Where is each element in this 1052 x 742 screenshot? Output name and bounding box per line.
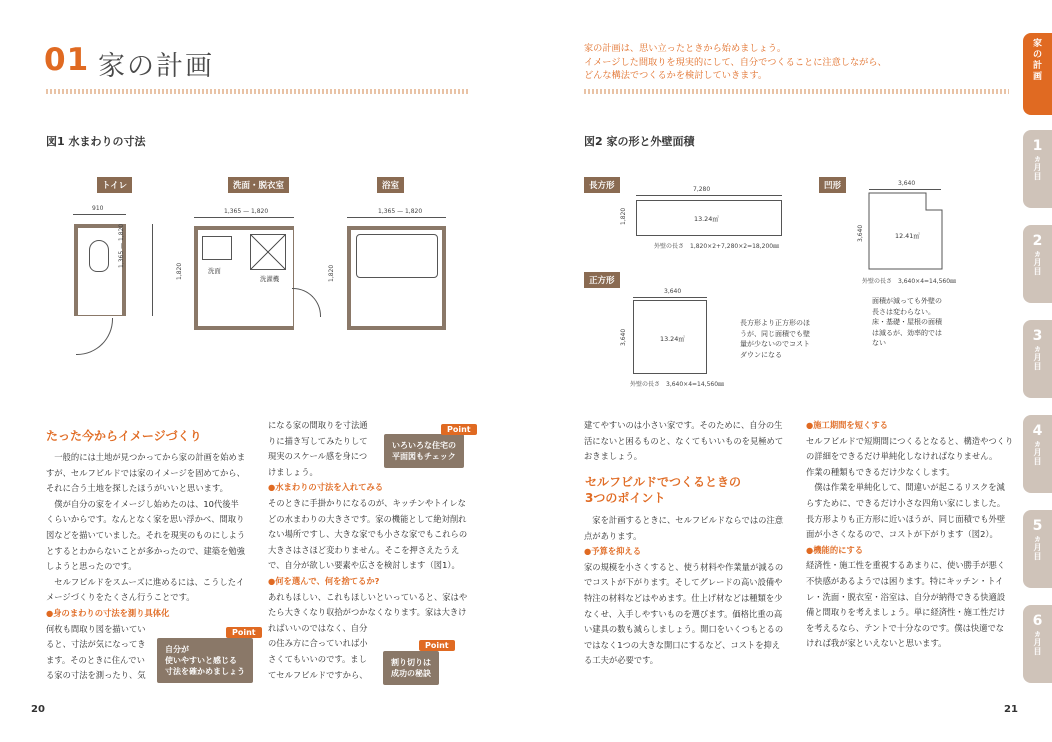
bath-width-dim: 1,365 — 1,820 <box>378 208 423 215</box>
point-label: Point <box>441 424 477 435</box>
column-4: ●施工期間を短くする セルフビルドで短期間につくるとなると、構造やつくり の詳細をできるだけ単純化しなければなりません。 作業の種類もできるだけ少なくします。 僕は作業を単純化して、間違いが起こるリスクを減 らすために、できるだけ小さな四角い家にしました。 長方形よりも正方形に近いほうが、同じ面積でも外壁 面が小さくなるので、コストが下がります（図2）。 ●機能的にする 経済性・施工性を重視するあまりに、使い勝手が悪く 不快感があるようでは困ります。特にキッチン・トイ レ・洗面・脱衣室・浴室は、自分が納得できる快適設 備と間取りを考えましょう。単に経済性・施工性だけ を考えるなら、テントで十分なのです。僕は快適でな ければ我が家といえないと思います。 <box>806 420 1014 649</box>
column-3: 家を計画するときに、セルフビルドならではの注意 点があります。 ●予算を抑える 家の規模を小さくすると、使う材料や作業量が減るの でコストが下がります。そしてグレードの高い設備や 特注の材料などはやめます。仕上げ材などは種類を少 なくせ、入手しやすいものを選びます。価格比重の高 い建具の数も減らしましょう。開口をいくつもとるの ではなく1つの大きな開口にするなど、コストを抑え る工夫が必要です。 <box>584 515 784 666</box>
rect-tag: 長方形 <box>584 177 620 193</box>
washer-fixture <box>250 234 286 270</box>
dim-line <box>152 224 153 316</box>
fig2-title: 図2 家の形と外壁面積 <box>584 135 695 148</box>
section-heading-points: セルフビルドでつくるときの 3つのポイント <box>585 475 742 505</box>
wash-tag: 洗面・脱衣室 <box>228 177 289 193</box>
point-label: Point <box>419 640 455 651</box>
rect-width-dim: 7,280 <box>693 186 711 193</box>
tab-month-4[interactable]: 4 ヵ月目 <box>1023 415 1052 493</box>
wash-door-swing <box>292 288 321 317</box>
l-note: 面積が減っても外壁の 長さは変わらない。 床・基礎・屋根の面積 は減るが、効率的では ない <box>872 297 942 347</box>
point-label: Point <box>226 627 262 638</box>
toilet-tag: トイレ <box>97 177 132 193</box>
intro-divider <box>584 89 1009 94</box>
tab-month-5[interactable]: 5 ヵ月目 <box>1023 510 1052 588</box>
page-number-left: 20 <box>31 704 45 715</box>
column-1: 一般的には土地が見つかってから家の計画を始めま すが、セルフビルドでは家のイメージを固めてから、 それに合う土地を探したほうがいいと思います。 僕が自分の家をイメージし始めたのは、10代後半 くらいからです。なんとなく家を思い浮かべ、間取り 図などを描いていました。それを現実のものにしよう とするとわからないことが多かったので、建築を勉強 しようと思ったのです。 セルフビルドをスムーズに進めるには、こうしたイ メージづくりをたくさん行うことです。 ●身のまわりの寸法を測り具体化 何枚も間取り図を描いてい ると、寸法が気になってき ます。そのときに住んでい る家の寸法を測ったり、気 <box>46 452 246 681</box>
bath-tag: 浴室 <box>377 177 404 193</box>
rect-perimeter: 外壁の長さ 1,820×2+7,280×2=18,200㎜ <box>654 243 780 250</box>
toilet-door-swing <box>76 318 113 355</box>
intro-text: 家の計画は、思い立ったときから始めましょう。 イメージした間取りを現実的にして、自分でつくることに注意しながら、 どんな構法でつくるかを検討していきます。 <box>584 43 887 81</box>
toilet-width-dim: 910 <box>92 205 104 212</box>
page-number-right: 21 <box>1004 704 1018 715</box>
l-height-dim: 3,640 <box>857 224 864 242</box>
point-box-floorplans: いろいろな住宅の 平面図もチェック <box>384 434 464 468</box>
tab-month-6[interactable]: 6 ヵ月目 <box>1023 605 1052 683</box>
rect-height-dim: 1,820 <box>620 207 627 225</box>
square-tag: 正方形 <box>584 272 620 288</box>
point-box-decisiveness: 割り切りは 成功の秘訣 <box>383 651 439 685</box>
dim-line <box>636 195 782 196</box>
tab-month-2[interactable]: 2 ヵ月目 <box>1023 225 1052 303</box>
chapter-number: 01 <box>44 42 90 78</box>
wash-width-dim: 1,365 — 1,820 <box>224 208 269 215</box>
rect-area: 13.24㎡ <box>694 215 719 223</box>
sink-label: 洗面 <box>208 267 221 275</box>
square-height-dim: 3,640 <box>620 328 627 346</box>
dim-line <box>194 217 294 218</box>
column-3-top: 建てやすいのは小さい家です。そのために、自分の生 活にないと困るものと、なくてもいいものを見極めて おきましょう。 <box>584 420 784 462</box>
fig1-title: 図1 水まわりの寸法 <box>46 135 146 148</box>
tab-month-1[interactable]: 1 ヵ月目 <box>1023 130 1052 208</box>
title-divider <box>46 89 470 94</box>
tab-month-3[interactable]: 3 ヵ月目 <box>1023 320 1052 398</box>
dim-line <box>347 217 446 218</box>
tab-house-plan[interactable]: 家の計画 <box>1023 33 1052 115</box>
l-width-dim: 3,640 <box>898 180 916 187</box>
l-perimeter: 外壁の長さ 3,640×4=14,560㎜ <box>862 278 957 285</box>
l-area: 12.41㎡ <box>895 232 920 240</box>
chapter-title: 家の計画 <box>98 51 214 82</box>
square-width-dim: 3,640 <box>664 288 682 295</box>
toilet-bowl <box>89 240 109 272</box>
dim-line <box>869 189 941 190</box>
point-box-dimensions: 自分が 使いやすいと感じる 寸法を確かめましょう <box>157 638 253 683</box>
dim-line <box>73 214 126 215</box>
washer-label: 洗濯機 <box>260 275 280 283</box>
section-heading-imagery: たった今からイメージづくり <box>46 429 202 443</box>
square-area: 13.24㎡ <box>660 335 685 343</box>
bathtub <box>356 234 438 278</box>
square-note: 長方形より正方形のほ うが、同じ面積でも壁 量が少ないのでコスト ダウンになる <box>740 319 810 359</box>
toilet-height-dim: 1,365 — 1,820 <box>118 223 125 268</box>
column-2: になる家の間取りを寸法通 りに描き写してみたりして 現実のスケール感を身につ けましょう。 ●水まわりの寸法を入れてみる そのときに手掛かりになるのが、キッチンやトイレな どの水まわりの大きさです。家の機能として絶対削れ ない場所ですし、大きな家でも小さな家でもこれらの 大きさはさほど変わりません。そこを押さえたうえ で、自分が欲しい要素や広さを検討します（図1）。 ●何を選んで、何を捨てるか? あれもほしい、これもほしいといっていると、家はや たら大きくなり収拾がつかなくなります。家は大きけ ればいいのではなく、自分 の住み方に合っていれば小 さくてもいいのです。まし てセルフビルドですから、 <box>268 420 468 680</box>
bath-height-dim: 1,820 <box>328 264 335 282</box>
sink-fixture <box>202 236 232 260</box>
dim-line <box>633 297 707 298</box>
l-tag: 凹形 <box>819 177 846 193</box>
square-perimeter: 外壁の長さ 3,640×4=14,560㎜ <box>630 381 725 388</box>
wash-height-dim: 1,820 <box>176 262 183 280</box>
